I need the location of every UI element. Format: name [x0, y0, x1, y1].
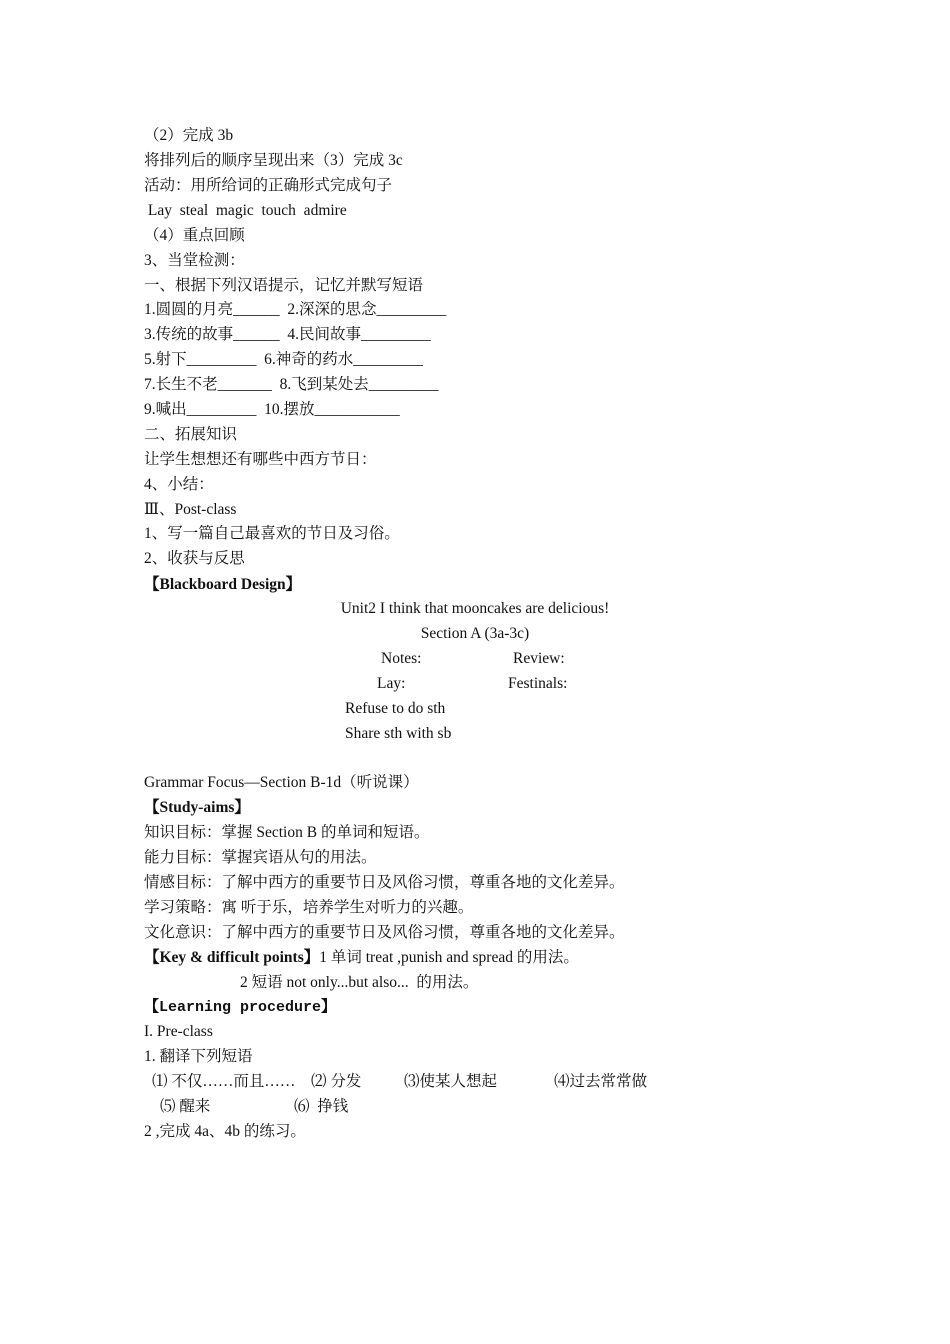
note-item: Refuse to do sth	[345, 700, 446, 717]
notes-label: Notes:	[381, 650, 422, 667]
phrase-item: ⑷过去常常做	[554, 1073, 648, 1090]
key-point: 1 单词 treat ,punish and spread 的用法。	[319, 949, 579, 966]
text-line: 2、收获与反思	[144, 550, 245, 567]
lesson-title: Grammar Focus—Section B-1d（听说课）	[144, 774, 419, 791]
aim-line: 知识目标：掌握 Section B 的单词和短语。	[144, 824, 430, 841]
phrase-item: ⑸ 醒来	[160, 1098, 211, 1115]
text-line: 4、小结：	[144, 476, 214, 493]
phrase-item: ⑶使某人想起	[404, 1073, 498, 1090]
text-line: Ⅲ、Post-class	[144, 501, 237, 518]
note-item: Share sth with sb	[345, 725, 452, 742]
text-line: 1. 翻译下列短语	[144, 1048, 253, 1065]
text-line: I. Pre-class	[144, 1023, 213, 1040]
festivals-label: Festinals:	[508, 675, 568, 692]
phrase-item: ⑹ 挣钱	[294, 1098, 349, 1115]
aim-line: 能力目标：掌握宾语从句的用法。	[144, 849, 377, 866]
text-line: （2）完成 3b	[144, 127, 234, 144]
key-points-heading: 【Key & difficult points】	[144, 949, 320, 966]
blackboard-section: Section A (3a-3c)	[420, 625, 530, 642]
phrase-item: ⑴ 不仅……而且……	[152, 1073, 296, 1090]
text-line: 一、根据下列汉语提示，记忆并默写短语	[144, 277, 424, 294]
key-point: 2 短语 not only...but also... 的用法。	[240, 974, 479, 991]
aim-line: 情感目标：了解中西方的重要节日及风俗习惯，尊重各地的文化差异。	[144, 874, 625, 891]
text-line: 让学生想想还有哪些中西方节日：	[144, 451, 377, 468]
text-line: 2 ,完成 4a、4b 的练习。	[144, 1123, 306, 1140]
text-line: 3、当堂检测：	[144, 252, 245, 269]
exercise-line: 7.长生不老_______ 8.飞到某处去_________	[144, 376, 439, 393]
exercise-line: 9.喊出_________ 10.摆放___________	[144, 401, 400, 418]
text-line: 二、拓展知识	[144, 426, 238, 443]
exercise-line: 1.圆圆的月亮______ 2.深深的思念_________	[144, 301, 447, 318]
aim-line: 文化意识：了解中西方的重要节日及风俗习惯，尊重各地的文化差异。	[144, 924, 625, 941]
text-line: 活动：用所给词的正确形式完成句子	[144, 177, 393, 194]
exercise-line: 3.传统的故事______ 4.民间故事_________	[144, 326, 431, 343]
blackboard-title: Unit2 I think that mooncakes are delicious!	[340, 600, 610, 617]
text-line: 将排列后的顺序呈现出来（3）完成 3c	[144, 152, 403, 169]
text-line: 1、写一篇自己最喜欢的节日及习俗。	[144, 525, 400, 542]
aim-line: 学习策略：寓 听于乐，培养学生对听力的兴趣。	[144, 899, 474, 916]
review-label: Review:	[513, 650, 565, 667]
study-aims-heading: 【Study-aims】	[144, 799, 250, 816]
word-list: Lay steal magic touch admire	[144, 202, 347, 219]
phrase-item: ⑵ 分发	[311, 1073, 362, 1090]
text-line: （4）重点回顾	[144, 227, 245, 244]
lay-label: Lay:	[377, 675, 406, 692]
blackboard-heading: 【Blackboard Design】	[144, 576, 302, 593]
exercise-line: 5.射下_________ 6.神奇的药水_________	[144, 351, 424, 368]
procedure-heading: 【Learning procedure】	[144, 999, 337, 1016]
key-points-line	[144, 948, 579, 968]
